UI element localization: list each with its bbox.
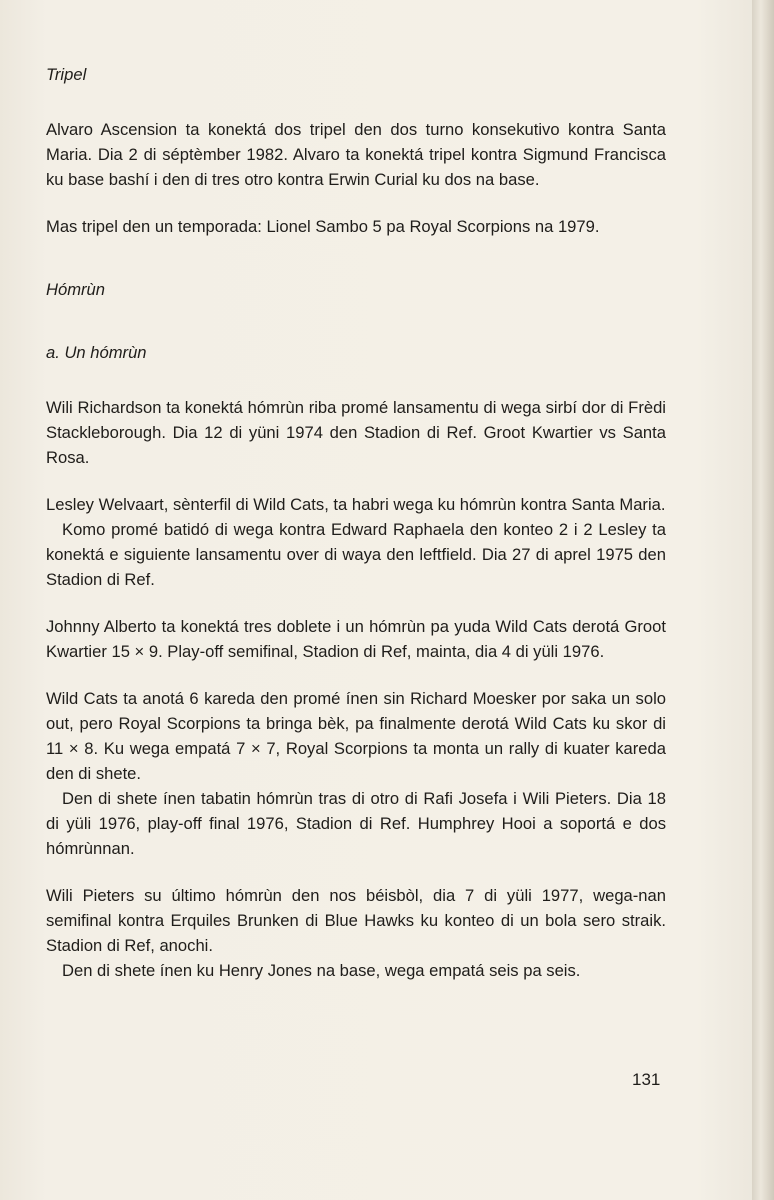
paragraph: Johnny Alberto ta konektá tres doblete i un hómrùn pa yuda Wild Cats derotá Groot Kwartier 15 × 9. Play-off semifinal, Stadion di Ref, mainta, dia 4 di yüli 1976. — [46, 617, 666, 661]
paragraph: Alvaro Ascension ta konektá dos tripel den dos turno konsekutivo kontra Santa Maria. Dia 2 di séptèmber 1982. Alvaro ta konektá tripel kontra Sigmund Francisca ku base bashí i den di tres otro kontra Erwin Curial ku dos na base. — [46, 120, 666, 189]
subheading-un-homrun: a. Un hómrùn — [46, 343, 147, 362]
paragraph: Den di shete ínen tabatin hómrùn tras di otro di Rafi Josefa i Wili Pieters. Dia 18 di yüli 1976, play-off final 1976, Stadion di Ref. Humphrey Hooi a soportá e dos hómrùnnan. — [46, 789, 666, 858]
paragraph: Lesley Welvaart, sènterfil di Wild Cats, ta habri wega ku hómrùn kontra Santa Maria. — [46, 495, 666, 514]
paragraph: Mas tripel den un temporada: Lionel Sambo 5 pa Royal Scorpions na 1979. — [46, 217, 600, 236]
paragraph: Wili Pieters su último hómrùn den nos béisbòl, dia 7 di yüli 1977, wega-nan semifinal kontra Erquiles Brunken di Blue Hawks ku konteo di un bola sero straik. Stadion di Ref, anochi. — [46, 886, 666, 955]
paragraph: Den di shete ínen ku Henry Jones na base, wega empatá seis pa seis. — [62, 961, 581, 980]
page-number: 131 — [632, 1070, 661, 1089]
paragraph: Wild Cats ta anotá 6 kareda den promé ínen sin Richard Moesker por saka un solo out, pero Royal Scorpions ta bringa bèk, pa finalmente derotá Wild Cats ku skor di 11 × 8. Ku wega empatá 7 × 7, Royal Scorpions ta monta un rally di kuater kareda den di shete. — [46, 689, 666, 783]
page-body — [46, 62, 666, 983]
heading-homrun: Hómrùn — [46, 280, 106, 299]
paragraph: Wili Richardson ta konektá hómrùn riba promé lansamentu di wega sirbí dor di Frèdi Stackleborough. Dia 12 di yüni 1974 den Stadion di Ref. Groot Kwartier vs Santa Rosa. — [46, 398, 666, 467]
heading-tripel: Tripel — [46, 65, 87, 84]
page-edge — [752, 0, 774, 1200]
paragraph: Komo promé batidó di wega kontra Edward Raphaela den konteo 2 i 2 Lesley ta konektá e siguiente lansamentu over di waya den leftfield. Dia 27 di aprel 1975 den Stadion di Ref. — [46, 520, 666, 589]
